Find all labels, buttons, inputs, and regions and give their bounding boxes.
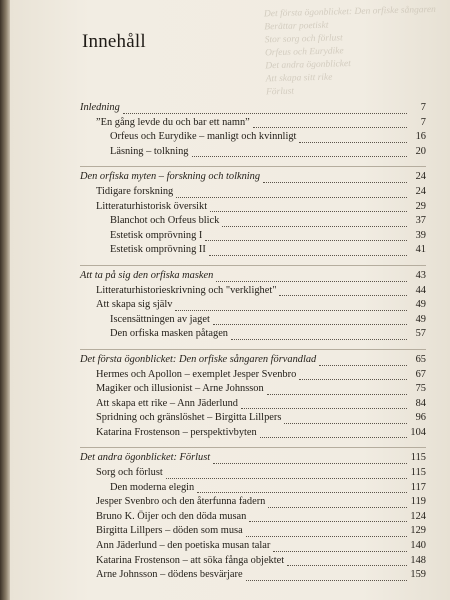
entry-title: Tidigare forskning [96,185,174,197]
toc-section [80,98,426,160]
dot-leader [231,338,407,340]
entry-title: Estetisk omprövning I [110,229,203,241]
entry-title: Att skapa ett rike – Ann Jäderlund [96,397,238,409]
dot-leader [123,112,407,114]
toc-chapter-entry [80,354,426,369]
dot-leader [299,378,407,380]
dot-leader [216,280,407,282]
show-through-line: Förlust [265,86,295,98]
page-number: 67 [415,368,426,380]
toc-section [80,166,426,259]
page-number: 7 [420,116,426,128]
show-through-line: Det första ögonblicket: Den orfiske sångaren [263,4,437,20]
dot-leader [284,422,407,424]
entry-title: Arne Johnsson – dödens besvärjare [96,569,243,581]
page-number: 44 [415,284,426,296]
show-through-line: Att skapa sitt rike [265,72,333,85]
page-number: 115 [410,467,426,479]
page-title: Innehåll [82,31,146,52]
toc-entry [80,511,426,526]
entry-title: Litteraturhistorieskrivning och "verklighet" [96,284,277,296]
entry-title: Den orfiska masken påtagen [110,328,229,340]
show-through-line: Orfeus och Eurydike [264,46,344,59]
dot-leader [299,141,407,143]
page-number: 43 [415,269,426,281]
show-through-line: Berättar poetiskt [264,20,329,33]
dot-leader [213,462,407,464]
toc-entry [80,398,426,413]
dot-leader [246,535,407,537]
toc-entry [80,215,426,230]
toc-entry [80,555,426,570]
toc-chapter-entry [80,171,426,186]
toc-section [80,447,426,583]
dot-leader [267,393,407,395]
page-number: 119 [410,496,426,508]
entry-title: Litteraturhistorisk översikt [96,200,208,212]
dot-leader [273,550,407,552]
dot-leader [166,477,407,479]
entry-title: Jesper Svenbro och den återfunna fadern [96,496,266,508]
page-number: 148 [410,554,426,566]
toc-entry [80,314,426,329]
entry-title: Den orfiska myten – forskning och tolkning [80,171,261,183]
toc-section [80,349,426,442]
toc-entry [80,244,426,259]
entry-title: Magiker och illusionist – Arne Johnsson [96,383,264,395]
show-through-text [264,4,446,100]
dot-leader [241,407,407,409]
page-number: 129 [410,525,426,537]
page-number: 104 [410,426,426,438]
toc-entry [80,525,426,540]
dot-leader [176,196,407,198]
page-number: 41 [415,244,426,256]
book-page [10,0,450,600]
show-through-line: Stor sorg och förlust [264,33,343,46]
toc-entry [80,146,426,161]
entry-title: Inledning [80,102,120,113]
page-number: 115 [410,452,426,464]
toc-section [80,265,426,343]
page-number: 49 [415,313,426,325]
dot-leader [260,436,407,438]
toc-chapter-entry [80,270,426,285]
entry-title: Att ta på sig den orfiska masken [80,269,214,281]
entry-title: Estetisk omprövning II [110,244,206,256]
entry-title: Den moderna elegin [110,481,195,493]
book-binding-shadow [0,0,10,600]
toc-entry [80,412,426,427]
toc-entry [80,299,426,314]
entry-title: Katarina Frostenson – att söka fånga objektet [96,554,285,566]
dot-leader [253,126,407,128]
toc-entry [80,131,426,146]
toc-entry [80,230,426,245]
page-number: 39 [415,229,426,241]
dot-leader [205,239,407,241]
page-number: 75 [415,383,426,395]
dot-leader [268,506,407,508]
page-number: 37 [415,215,426,227]
entry-title: Orfeus och Eurydike – manligt och kvinnligt [110,131,297,143]
toc-entry [80,117,426,132]
entry-title: Birgitta Lillpers – döden som musa [96,525,243,537]
toc-entry [80,201,426,216]
entry-title: Spridning och gränslöshet – Birgitta Lillpers [96,412,282,424]
page-number: 16 [415,131,426,143]
toc-chapter-entry [80,102,426,117]
dot-leader [287,564,407,566]
page-number: 117 [410,481,426,493]
show-through-line: Det andra ögonblicket [265,59,351,72]
entry-title: Läsning – tolkning [110,145,189,157]
dot-leader [319,364,407,366]
toc-entry [80,482,426,497]
entry-title: Bruno K. Öijer och den döda musan [96,510,247,522]
page-number: 140 [410,540,426,552]
entry-title: Blanchot och Orfeus blick [110,215,220,227]
dot-leader [175,309,407,311]
toc-entry [80,328,426,343]
toc-entry [80,427,426,442]
dot-leader [213,323,407,325]
dot-leader [222,225,407,227]
entry-title: Katarina Frostenson – perspektivbyten [96,426,257,438]
page-number: 49 [415,299,426,311]
entry-title: Det andra ögonblicket: Förlust [80,452,211,464]
dot-leader [209,254,407,256]
page-number: 24 [415,185,426,197]
page-number: 65 [415,353,426,365]
page-number: 29 [415,200,426,212]
dot-leader [249,520,407,522]
table-of-contents [80,98,426,584]
dot-leader [210,210,407,212]
entry-title: Att skapa sig själv [96,299,173,311]
page-number: 57 [415,328,426,340]
entry-title: ”En gång levde du och bar ett namn” [96,116,250,128]
toc-entry [80,467,426,482]
page-number: 7 [420,102,426,113]
entry-title: Hermes och Apollon – exemplet Jesper Svenbro [96,368,297,380]
entry-title: Det första ögonblicket: Den orfiske sångaren förvandlad [80,353,317,365]
entry-title: Sorg och förlust [96,467,163,479]
page-number: 159 [410,569,426,581]
dot-leader [192,155,407,157]
dot-leader [246,579,407,581]
toc-entry [80,496,426,511]
toc-entry [80,285,426,300]
toc-entry [80,186,426,201]
page-number: 24 [415,171,426,183]
toc-entry [80,569,426,584]
dot-leader [197,491,407,493]
toc-chapter-entry [80,452,426,467]
dot-leader [279,294,407,296]
entry-title: Iscensättningen av jaget [110,313,210,325]
page-number: 124 [410,510,426,522]
page-number: 84 [415,397,426,409]
toc-entry [80,540,426,555]
entry-title: Ann Jäderlund – den poetiska musan talar [96,540,271,552]
page-number: 96 [415,412,426,424]
dot-leader [263,181,407,183]
toc-entry [80,369,426,384]
toc-entry [80,383,426,398]
page-number: 20 [415,145,426,157]
